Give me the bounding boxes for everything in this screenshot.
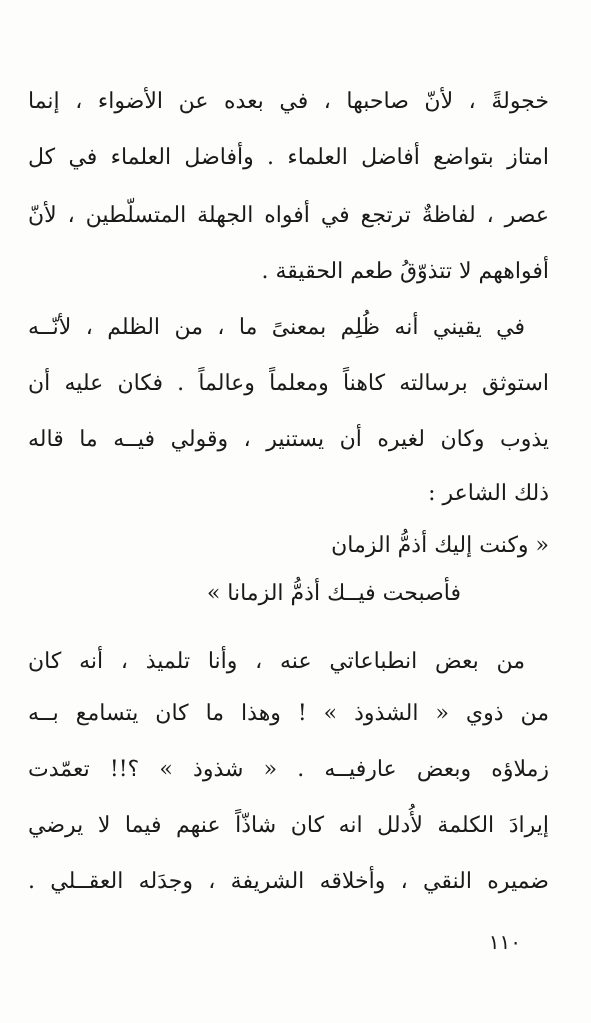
text-line: في يقيني أنه ظُلِم بمعنىً ما ، من الظلم ، لأنّــه	[28, 315, 525, 340]
text-line: من بعض انطباعاتي عنه ، وأنا تلميذ ، أنه كان	[28, 649, 525, 674]
text-line: امتاز بتواضع أفاضل العلماء . وأفاضل العلماء في كل	[28, 145, 549, 170]
text-line: من ذوي « الشذوذ » ! وهذا ما كان يتسامع بــه	[28, 701, 549, 726]
text-line: استوثق برسالته كاهناً ومعلماً وعالماً . فكان عليه أن	[28, 371, 549, 396]
text-line: أفواههم لا تتذوّقُ طعم الحقيقة .	[261, 259, 549, 284]
text-line: زملاؤه وبعض عارفيــه . « شذوذ » ؟!! تعمّدت	[28, 757, 549, 782]
text-line: إيرادَ الكلمة لأُدلل انه كان شاذّاً عنهم فيما لا يرضي	[28, 813, 549, 838]
text-line: ضميره النقي ، وأخلاقه الشريفة ، وجدَله العقــلي .	[28, 869, 549, 894]
text-line: عصر ، لفاظةٌ ترتجع في أفواه الجهلة المتسلّطين ، لأنّ	[28, 203, 549, 228]
verse-line-1: « وكنت إليك أذمُّ الزمان	[331, 533, 549, 558]
verse-line-2: فأصبحت فيــك أذمُّ الزمانا »	[206, 581, 461, 606]
page-number: ١١٠	[488, 930, 521, 954]
text-line: خجولةً ، لأنّ صاحبها ، في بعده عن الأضواء ، إنما	[28, 89, 549, 114]
text-line: يذوب وكان لغيره أن يستنير ، وقولي فيــه ما قاله	[28, 427, 549, 452]
text-line: ذلك الشاعر :	[428, 481, 549, 506]
